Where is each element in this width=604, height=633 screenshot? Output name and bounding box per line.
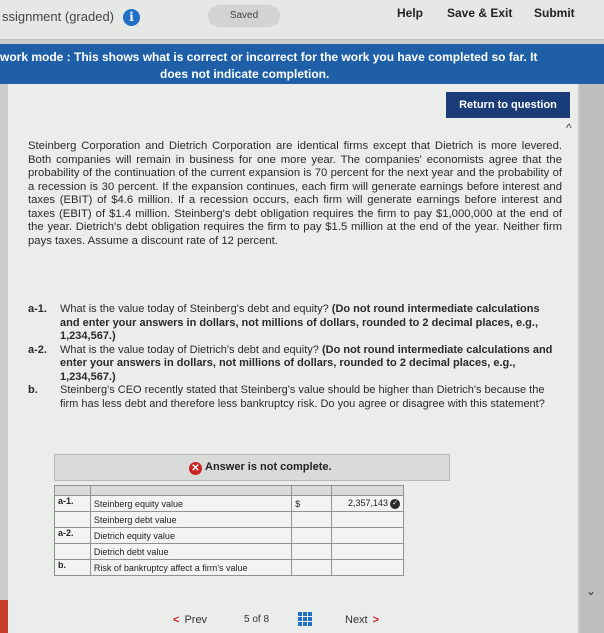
prev-label: Prev <box>184 614 208 626</box>
assignment-title: ssignment (graded) <box>2 9 114 24</box>
question-list <box>28 303 562 411</box>
row-label <box>55 512 91 528</box>
question-note: (Do not round intermediate calculations and enter your answers in dollars, not millions of dollars, rounded to 2 decimal places, e.g., 1,234,567.) <box>60 303 540 342</box>
banner-line-2: does not indicate completion. <box>160 67 330 81</box>
question-text: Steinberg's CEO recently stated that Steinberg's value should be higher than Dietrich's because the firm has less debt and therefore less bankruptcy risk. Do you agree or disagree with this statement? <box>60 384 545 410</box>
scrollbar[interactable] <box>580 84 604 633</box>
x-circle-icon: ✕ <box>189 462 202 475</box>
submit-button[interactable]: Submit <box>534 6 575 20</box>
row-label: a-1. <box>55 496 91 512</box>
currency-symbol <box>292 512 332 528</box>
question-label: a-1. <box>28 303 47 315</box>
question-text: What is the value today of Steinberg's debt and equity? <box>60 303 329 315</box>
chevron-up-icon[interactable]: ^ <box>566 121 572 135</box>
row-description: Steinberg equity value <box>90 496 291 512</box>
question-item-a1 <box>28 303 562 344</box>
save-exit-button[interactable]: Save & Exit <box>447 6 513 20</box>
row-label: a-2. <box>55 528 91 544</box>
side-tab[interactable] <box>0 600 8 633</box>
table-row <box>55 560 404 576</box>
table-row <box>55 544 404 560</box>
chevron-left-icon: < <box>173 614 180 626</box>
answer-status-box <box>54 454 450 481</box>
currency-symbol <box>292 560 332 576</box>
next-button[interactable] <box>345 614 379 626</box>
table-row <box>55 496 404 512</box>
page-total: 8 <box>263 614 270 625</box>
row-description: Steinberg debt value <box>90 512 291 528</box>
currency-symbol: $ <box>292 496 332 512</box>
question-item-b <box>28 384 562 411</box>
return-to-question-button[interactable]: Return to question <box>446 92 570 118</box>
page-indicator <box>244 614 269 625</box>
grid-icon[interactable] <box>298 612 312 626</box>
currency-symbol <box>292 544 332 560</box>
table-row <box>55 512 404 528</box>
answer-input[interactable] <box>332 528 404 544</box>
problem-text: Steinberg Corporation and Dietrich Corporation are identical firms except that Dietrich is more levered. Both companies will remain in business for one more year. The companies' economists agree that the probability of the continuation of the current expansion is 70 percent for the next year and the probability of a recession is 30 percent. If the expansion continues, each firm will generate earnings before interest and taxes (EBIT) of $4.6 million. If a recession occurs, each firm will generate earnings before interest and taxes (EBIT) of $1.4 million. Steinberg's debt obligation requires the firm to pay $1,000,000 at the end of the year. Dietrich's debt obligation requires the firm to pay $1.5 million at the end of the year. Neither firm pays taxes. Assume a discount rate of 12 percent. <box>28 140 562 247</box>
page-of: of <box>252 614 261 625</box>
row-label <box>55 544 91 560</box>
row-description: Dietrich debt value <box>90 544 291 560</box>
chevron-down-icon[interactable]: ⌄ <box>586 584 597 598</box>
row-label: b. <box>55 560 91 576</box>
question-text: What is the value today of Dietrich's debt and equity? <box>60 343 319 356</box>
top-bar <box>0 0 604 40</box>
table-header-row <box>55 486 404 496</box>
banner-line-1: work mode : This shows what is correct or incorrect for the work you have completed so far. It <box>0 50 538 64</box>
prev-button[interactable] <box>173 614 207 626</box>
chevron-right-icon: > <box>372 614 380 626</box>
question-item-a2 <box>28 344 562 385</box>
row-description: Risk of bankruptcy affect a firm's value <box>90 560 291 576</box>
info-icon[interactable]: i <box>123 9 140 26</box>
answer-input[interactable] <box>332 544 404 560</box>
answer-value: 2,357,143 <box>347 498 388 509</box>
table-row <box>55 528 404 544</box>
answer-select[interactable] <box>332 560 404 576</box>
saved-status-badge: Saved <box>208 5 280 27</box>
next-label: Next <box>345 614 368 626</box>
row-description: Dietrich equity value <box>90 528 291 544</box>
currency-symbol <box>292 528 332 544</box>
answer-status-text: Answer is not complete. <box>205 461 332 473</box>
work-mode-banner <box>0 44 604 84</box>
answer-input[interactable] <box>332 496 404 512</box>
check-circle-icon: ✓ <box>390 499 400 509</box>
question-panel <box>8 84 578 633</box>
question-note: (Do not round intermediate calculations and enter your answers in dollars, not millions of dollars, rounded to 2 decimal places, e.g., 1,234,567.) <box>60 343 553 383</box>
question-label: a-2. <box>28 343 47 356</box>
answer-table <box>54 485 404 576</box>
page-current: 5 <box>244 614 250 625</box>
answer-input[interactable] <box>332 512 404 528</box>
help-button[interactable]: Help <box>397 6 424 20</box>
question-label: b. <box>28 384 38 396</box>
